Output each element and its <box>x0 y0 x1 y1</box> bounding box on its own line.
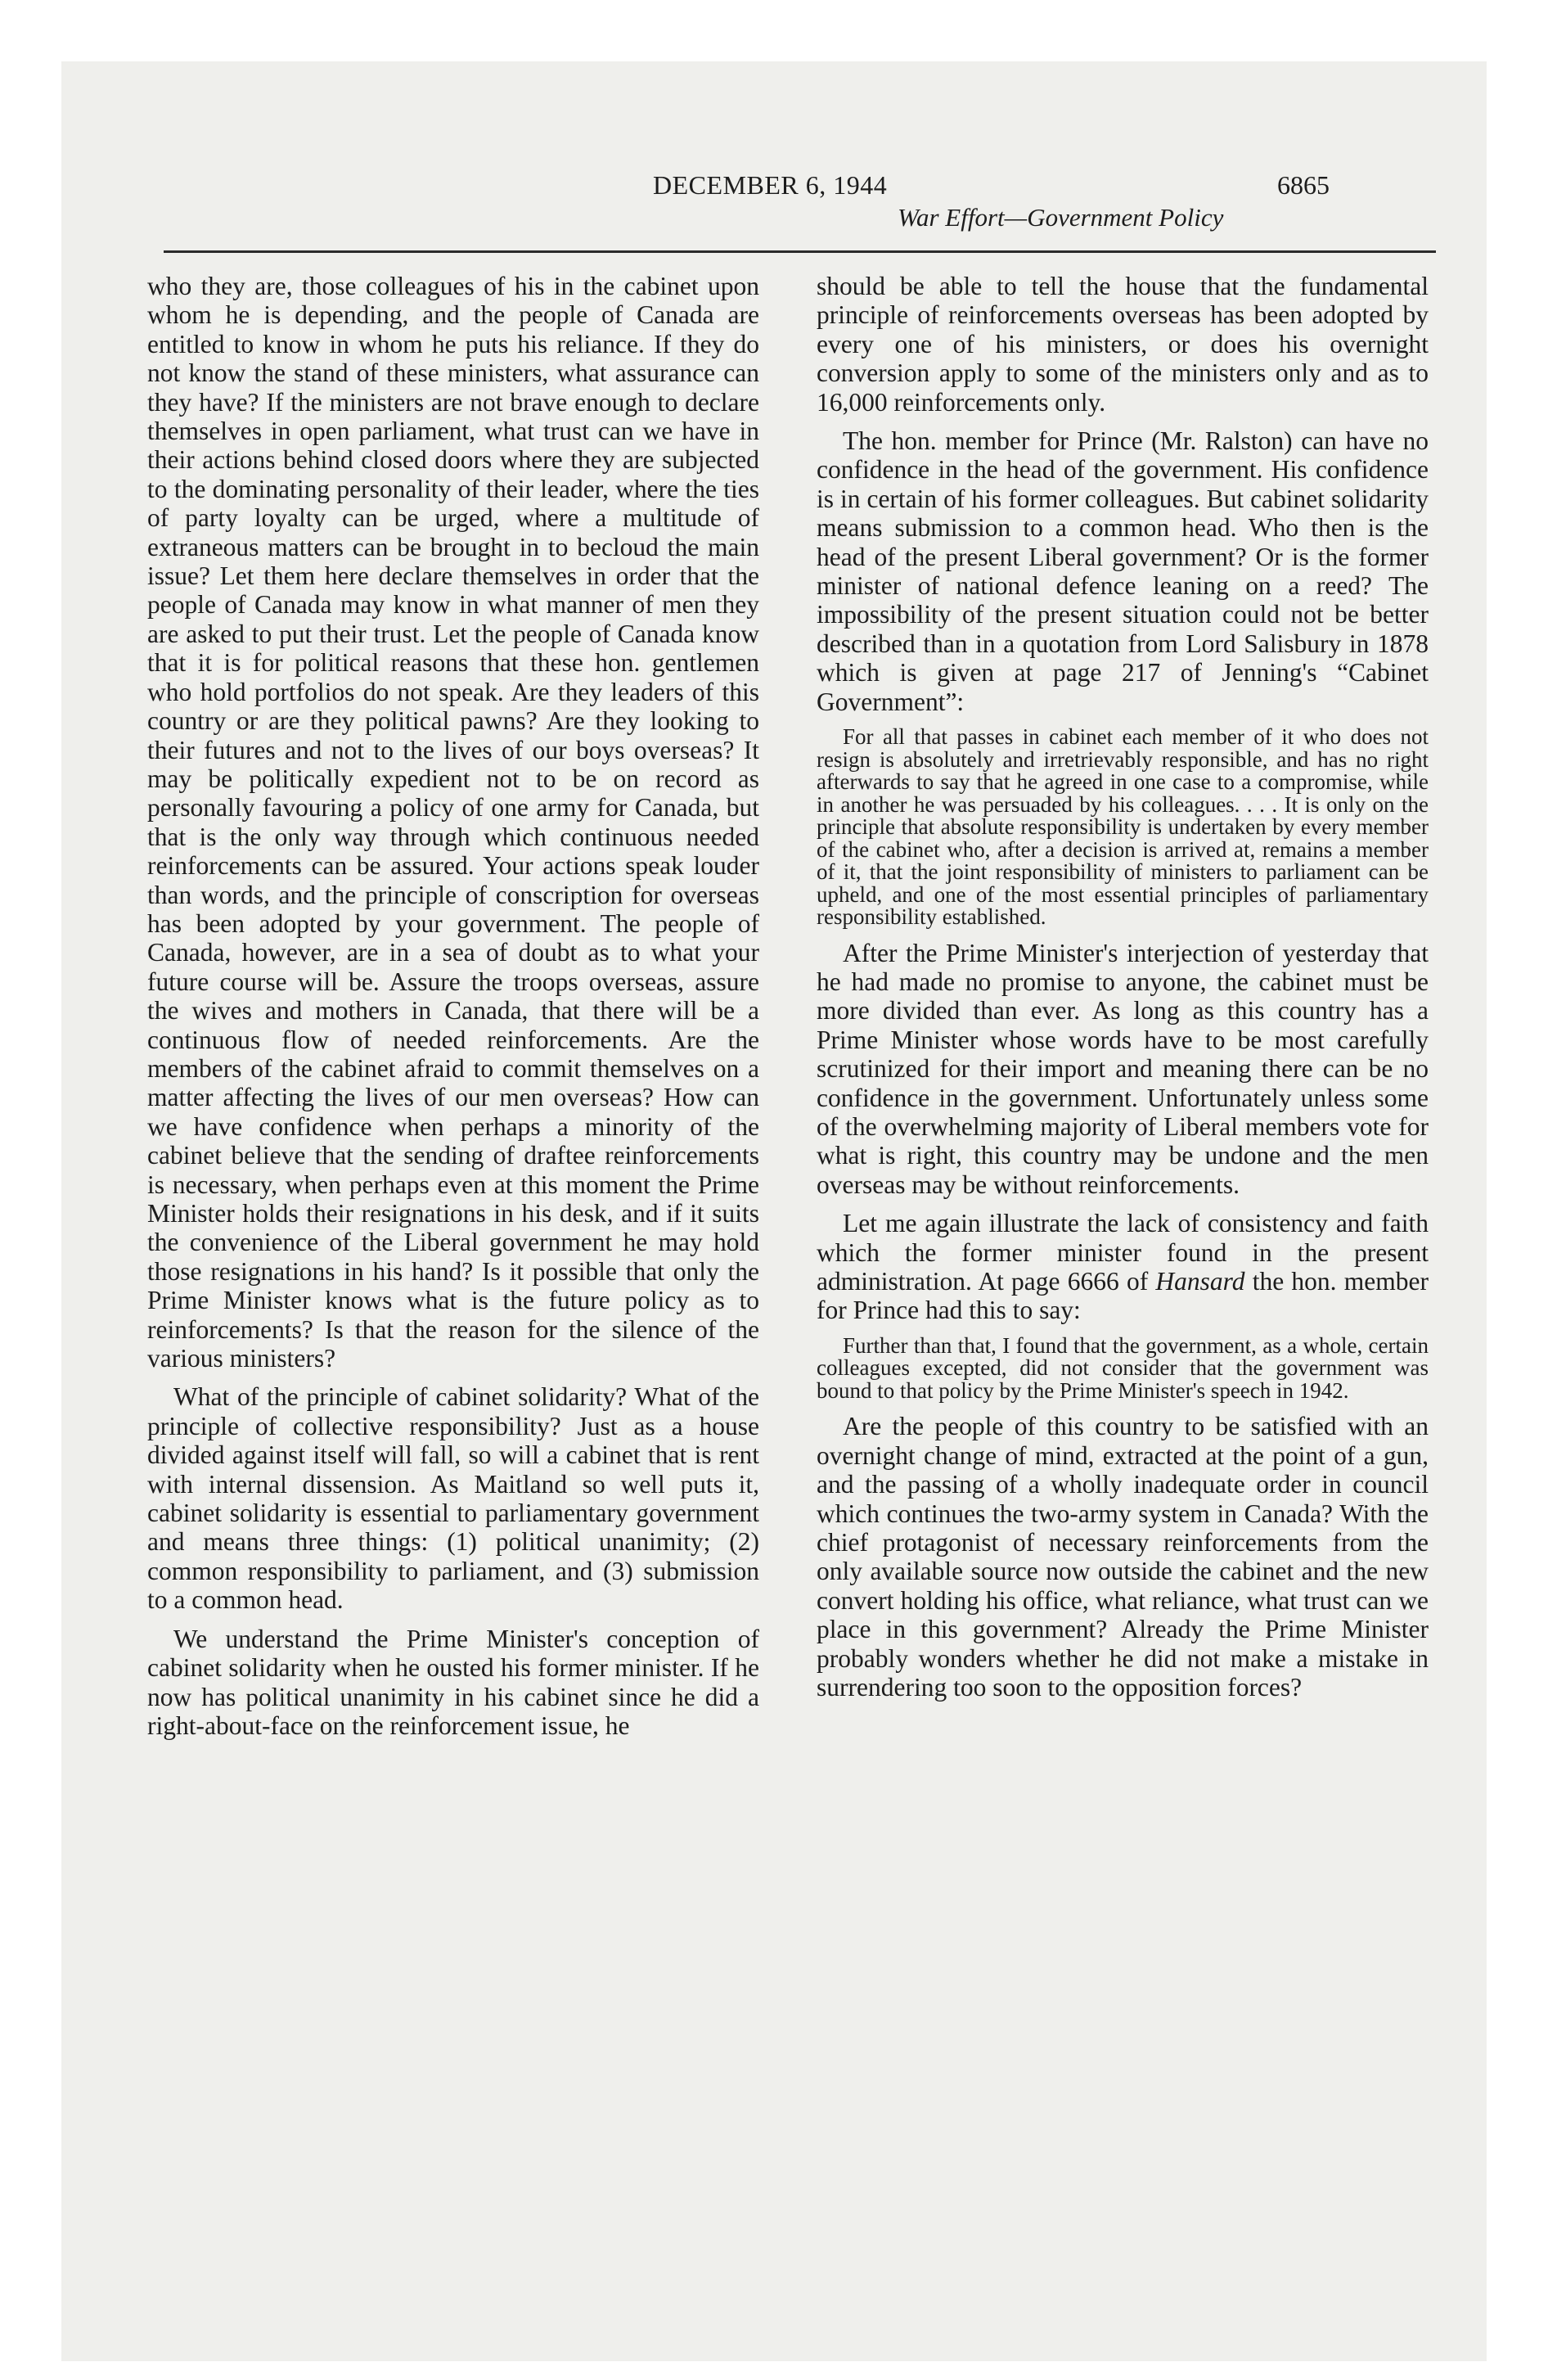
header-date: DECEMBER 6, 1944 <box>653 170 888 200</box>
block-quote: For all that passes in cabinet each member of it who does not resign is absolutely and irretrievably responsible, and has no right afterwards to say that he agreed in one case to a compromise, while in another he was persuaded by his colleagues. . . . It is only on the principle that absolute responsibility is undertaken by every member of the cabinet who, after a decision is arrived at, remains a member of it, that the joint responsibility of ministers to parliament can be upheld, and one of the most essential principles of parliamentary responsibility established. <box>817 724 1429 930</box>
paragraph: should be able to tell the house that the fundamental principle of reinforcements overseas has been adopted by every one of his ministers, or does his overnight conversion apply to some of the ministers only and as to 16,000 reinforcements only. <box>817 272 1429 417</box>
paragraph: After the Prime Minister's interjection of yesterday that he had made no promise to anyone, the cabinet must be more divided than ever. As long as this country has a Prime Minister whose words have to be most carefully scrutinized for their import and meaning there can be no confidence in the government. Unfortunately unless some of the overwhelming majority of Liberal members vote for what is right, this country may be undone and the men overseas may be without reinforcements. <box>817 938 1429 1199</box>
paragraph-text: Let me again illustrate the lack of consistency and faith which the former minister found in the present administration. At page 6666 of <box>817 1209 1429 1296</box>
paragraph: who they are, those colleagues of his in the cabinet upon whom he is depending, and the people of Canada are entitled to know in whom he puts his reliance. If they do not know the stand of these ministers, what assurance can they have? If the ministers are not brave enough to declare themselves in open parliament, what trust can we have in their actions behind closed doors where they are subjected to the dominating personality of their leader, where the ties of party loyalty can be urged, where a multitude of extraneous matters can be brought in to becloud the main issue? Let them here declare themselves in order that the people of Canada may know in what manner of men they are asked to put their trust. Let the people of Canada know that it is for political reasons that these hon. gentlemen who hold portfolios do not speak. Are they leaders of this country or are they political pawns? Are they looking to their futures and not to the lives of our boys overseas? It may be politically expedient not to be on record as personally favouring a policy of one army for Canada, but that is the only way through which continuous needed reinforcements can be assured. Your actions speak louder than words, and the principle of conscription for overseas has been adopted by your government. The people of Canada, however, are in a sea of doubt as to what your future course will be. Assure the troops overseas, assure the wives and mothers in Canada, that there will be a continuous flow of needed reinforcements. Are the members of the cabinet afraid to commit themselves on a matter affecting the lives of our men overseas? How can we have confidence when perhaps a minority of the cabinet believe that the sending of draftee reinforcements is necessary, when perhaps even at this moment the Prime Minister holds their resignations in his desk, and if it suits the convenience of the Liberal government he may hold those resignations in his hand? Is it possible that only the Prime Minister knows what is the future policy as to reinforcements? Is that the reason for the silence of the various ministers? <box>147 272 759 1373</box>
block-quote: Further than that, I found that the government, as a whole, certain colleagues excepted, did not consider that the government was bound to that policy by the Prime Minister's speech in 1942. <box>817 1332 1429 1403</box>
running-subtitle: War Effort—Government Policy <box>898 203 1224 232</box>
paragraph: What of the principle of cabinet solidarity? What of the principle of collective responsibility? Just as a house divided against itself will fall, so will a cabinet that is rent with internal dissension. As Maitland so well puts it, cabinet solidarity is essential to parliamentary government and means three things: (1) political unanimity; (2) common responsibility to parliament, and (3) submission to a common head. <box>147 1382 759 1615</box>
paragraph: Are the people of this country to be satisfied with an overnight change of mind, extracted at the point of a gun, and the passing of a wholly inadequate order in council which continues the two-army system in Canada? With the chief protagonist of necessary reinforcements from the only available source now outside the cabinet and the new convert holding his office, what reliance, what trust can we place in this government? Already the Prime Minister probably wonders whether he did not make a mistake in surrendering too soon to the opposition forces? <box>817 1412 1429 1702</box>
hansard-title: Hansard <box>1155 1267 1245 1296</box>
paragraph-text: the hon. member for Prince had this to say: <box>817 1267 1429 1325</box>
paragraph: The hon. member for Prince (Mr. Ralston) can have no confidence in the head of the government. His confidence is in certain of his former colleagues. But cabinet solidarity means submission to a common head. Who then is the head of the present Liberal government? Or is the former minister of national defence leaning on a reed? The impossibility of the present situation could not be better described than in a quotation from Lord Salisbury in 1878 which is given at page 217 of Jenning's “Cabinet Government”: <box>817 426 1429 716</box>
right-column <box>817 272 1429 1702</box>
page-number: 6865 <box>1277 170 1330 200</box>
left-column <box>147 272 759 1740</box>
paragraph <box>817 1209 1429 1325</box>
header-rule <box>164 250 1436 253</box>
paragraph: We understand the Prime Minister's conception of cabinet solidarity when he ousted his former minister. If he now has political unanimity in his cabinet since he did a right-about-face on the reinforcement issue, he <box>147 1624 759 1740</box>
